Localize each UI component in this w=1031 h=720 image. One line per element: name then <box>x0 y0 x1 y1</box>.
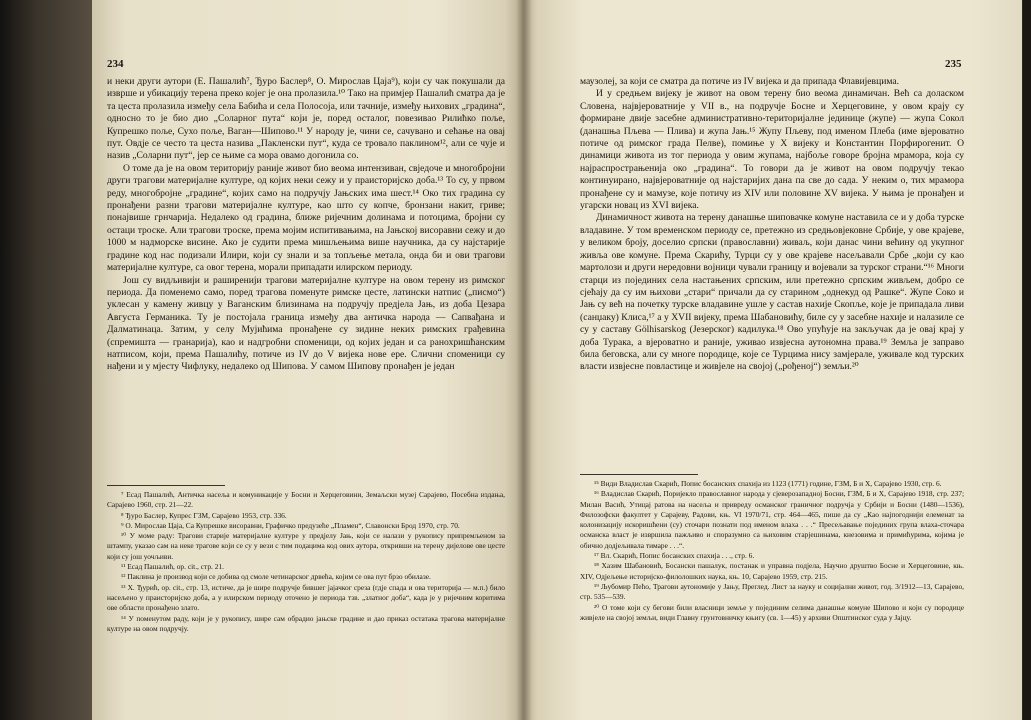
footnote: ¹² Паклина је производ који се добива од смоле четинарског дрвећа, којим се ова пут брзо обилазе. <box>121 572 431 582</box>
footnote: ¹⁸ Хазим Шабановић, Босански пашалук, постанак и управна подјела, Научно друштво Босне и Херцеговине, књ. XIV, Одјељење историјско-филолошких наука, књ. 10, Сарајево 1959, стр. 215. <box>580 561 964 581</box>
footnote: ¹³ Х. Ђурић, op. cit., стр. 13, истиче, да је шире подручје бившег јајачког среза (гдје спада и ова територија — м.п.) било насељено у праисторијско доба, а у илирском периоду оточено је периода тзв. „златног доба“, када је у ријечним коритима ове области пронађено злато. <box>107 582 505 613</box>
paragraph: О томе да је на овом територију раније живот био веома интензиван, свједоче и многобројни други трагови материјалне културе, од којих неки сежу и у праисторијско доба.¹³ То су, у првом реду, многобројне „градине“, којих само на подручју Јањских има шест.¹⁴ Око тих градина су пронађени разни трагови материјалне културе, као што су копче, бронзани накит, гриве; понајвише грнчарија. Недалеко од градина, ближе ријечним долинама и потоцима, бројни су остаци троске. Али трагови троске, према мојим испитивањима, на Јањској висоравни сежу и до 1000 м надморске висине. Ако је судити према мишљењима више научника, да су најстарије градине код нас подизали Илири, који су знали и за топљење метала, онда би и ови трагови материјалне културе, са овог терена, морали припадати илирском периоду. <box>107 162 505 274</box>
paragraph: маузолеј, за који се сматра да потиче из IV вијека и да припада Флавијевцима. <box>580 76 900 87</box>
footnote: ¹⁷ Вл. Скарић, Попис босанских спахија . . ., стр. 6. <box>594 551 755 561</box>
body-text <box>107 76 505 374</box>
page-number: 234 <box>107 58 124 70</box>
page-number: 235 <box>945 58 962 70</box>
footnote: ²⁰ О томе који су бегови били власници земље у појединим селима данашње комуне Шипово и који су породице живјеле на својој земљи, види Главну грунтовничку књигу (св. 1—45) у архиви Општинског суда у Јајцу. <box>580 602 964 622</box>
footnote: ⁹ О. Мирослав Цаја, Са Купрешке висоравни, Графичко предузеће „Пламен“, Славонски Брод 1970, стр. 70. <box>121 520 460 530</box>
paragraph: Још су видљивији и раширенији трагови материјалне културе на овом терену из римског периода. Да поменемо само, поред трагова поменуте римске цесте, латински натпис („писмо“) уклесан у камену живцу у Ваганским близинама на подручју предјела Јањ, из доба Цезара Августа Германика. Ту је постојала граница између два античка народа — Сапвађана и Далматинаца. Затим, у селу Мујићима пронађене су зидине неких римских грађевина (спремишта — гранарија), као и надгробни споменици, од којих један и са ранохришћанским натписом, који, према Пашалићу, потиче из IV до V вијека нове ере. Слични споменици су нађени и у мјесту Чифлуку, недалеко од Шипова. У самом Шипову пронађен је један <box>107 274 505 373</box>
left-page <box>92 0 522 720</box>
footnote: ¹⁹ Љубомир Пећо, Трагови аутономије у Јању, Преглед. Лист за науку и социјални живот, год. 3/1912—13, Сарајево, стр. 535—539. <box>580 581 964 602</box>
footnote: ¹⁶ Владислав Скарић, Поријекло православног народа у сјеверозападној Босни, ГЗМ, Б и Х, Сарајево 1918, стр. 237; Милан Васић, Утицај ратова на насеља и привреду османског граничног подручја у Србији и Босни (1480—1536), Филозофски факултет у Сарајеву, Радови, књ. VI 1970/71, стр. 464—465, пише да су „Као најпогоднији елеменат за колонизацију искоришћени (су) сточари познати под именом влаха . . .“ Пресељавање појединих група влаха-сточара османска власт је извршила пажљиво и споразумно са њиховим старјешинама, кнезовима и примићурима, којима је обично додјељивала тимаре . . .“. <box>580 489 964 550</box>
book-edge <box>0 0 96 720</box>
footnote: ¹⁴ У поменутом раду, који је у рукопису, шире сам обрадио јањске градине и дао приказ остатака трагова материјалне културе на овом подручју. <box>107 613 505 633</box>
paragraph: Динамичност живота на терену данашње шиповачке комуне наставила се и у доба турске владавине. У том временском периоду се, претежно из средњовјековне Србије, у ове крајеве, у великом броју, доселио српски (православни) живаљ, који данас чини већину од укупног живља ове комуне. Према Скарићу, Турци су у ове крајеве насељавали Србе „који су као мартолози и други нередовни војници чували границу и војевали за турског страни.“¹⁶ Многи старци из појединих села настањених српским, или претежно српским живљем, добро се сјећају да су им њихови „стари“ причали да су старином „однекуд од Рашке“. Жупе Соко и Јањ су већ на почетку турске владавине ушле у састав нахије Скопље, које је припадала ливи (санџаку) Клиса,¹⁷ а у XVII вијеку, према Шабановићу, биле су у засебне нахије и налазиле се су у саставу Gölhisarskog (Језерског) кадилука.¹⁸ Ово упућује на закључак да је овај крај у доба Турака, а вјероватно и раније, уживао извјесна аутономна права.¹⁹ Земља је заправо била беговска, али су многе породице, које се Турцима нису замјерале, уживале код турских власти извјесне повластице и живјеле на својој („рођеној“) земљи.²⁰ <box>580 212 964 373</box>
paragraph: и неки други аутори (Е. Пашалић⁷, Ђуро Баслер⁸, О. Мирослав Цаја⁹), који су чак покушали да изврше и убикацију терена преко којег је она пролазила.¹⁰ Тако на примјер Пашалић сматра да је та цеста пролазила између села Бабића и села Полосоја, или тачније, између њихових „градина“, односно то је био дио „Соларног пута“ који је, поред осталог, повезивао Рилићко поље, Купрешко поље, Сухо поље, Ваган—Шипово.¹¹ У народу је, чини се, сачувано и сећање на овај пут. Овдје се често та цеста назива „Пакленски пут“, куда се тровало паклином¹², али се чује и назив „Соларни пут“, јер се њиме са мора овамо догонила со. <box>107 76 505 162</box>
footnote: ¹¹ Есад Пашалић, op. cit., стр. 21. <box>121 562 224 572</box>
book-gutter <box>516 0 532 720</box>
body-text <box>580 76 964 374</box>
footnote: ⁸ Ђуро Баслер, Купрес ГЗМ, Сарајево 1953, стр. 336. <box>121 510 287 520</box>
footnote-divider <box>107 485 225 486</box>
footnote: ⁷ Есад Пашалић, Античка насеља и комуникације у Босни и Херцеговини, Земаљски музеј Сарајево, Посебна издања, Сарајево 1960, стр. 21—22. <box>107 490 505 510</box>
footnotes <box>580 479 964 623</box>
paragraph: И у средњем вијеку је живот на овом терену био веома динамичан. Већ са доласком Словена, највјероватније у VII в., на подручје Босне и Херцеговине, у овом крају су формиране двије засебне административно-територијалне јединице (жупе) — жупа Сокол (данашња Пљева — Плива) и жупа Јањ.¹⁵ Жупу Пљеву, под именом Плеба (име вјероватно потиче од римског града Пелве), помиње у X вијеку и Константин Порфирогенит. О динамици живота из тог периода у овим жупама, најбоље говоре бројна мрамора, која су најраспрострањенија око „градина“. То говори да је живот на овом подручју текао континуирано, највјероватније од најстаријих дана па све до сада. У неким о, тих мрамора пронађене су и мамузе, које потичу из XIV или половине XV вијека. У њима је пронађен и угарски новац из XVI вијека. <box>580 88 964 212</box>
book-edge <box>1023 0 1031 720</box>
footnote: ¹⁰ У моме раду: Трагови старије материјалне културе у предјелу Јањ, који се налази у рукопису припремљеном за штампу, указао сам на неке трагове који се су у вези с тим подацима код ових аутора, откривши на терену дијелове ове цесте који су још уочљиви. <box>107 531 505 561</box>
footnote: ¹⁵ Види Владислав Скарић, Попис босанских спахија из 1123 (1771) године, ГЗМ, Б и Х, Сарајево 1930, стр. 6. <box>594 479 942 488</box>
right-page <box>522 0 1022 720</box>
footnote-divider <box>580 474 698 475</box>
footnotes <box>107 490 505 634</box>
